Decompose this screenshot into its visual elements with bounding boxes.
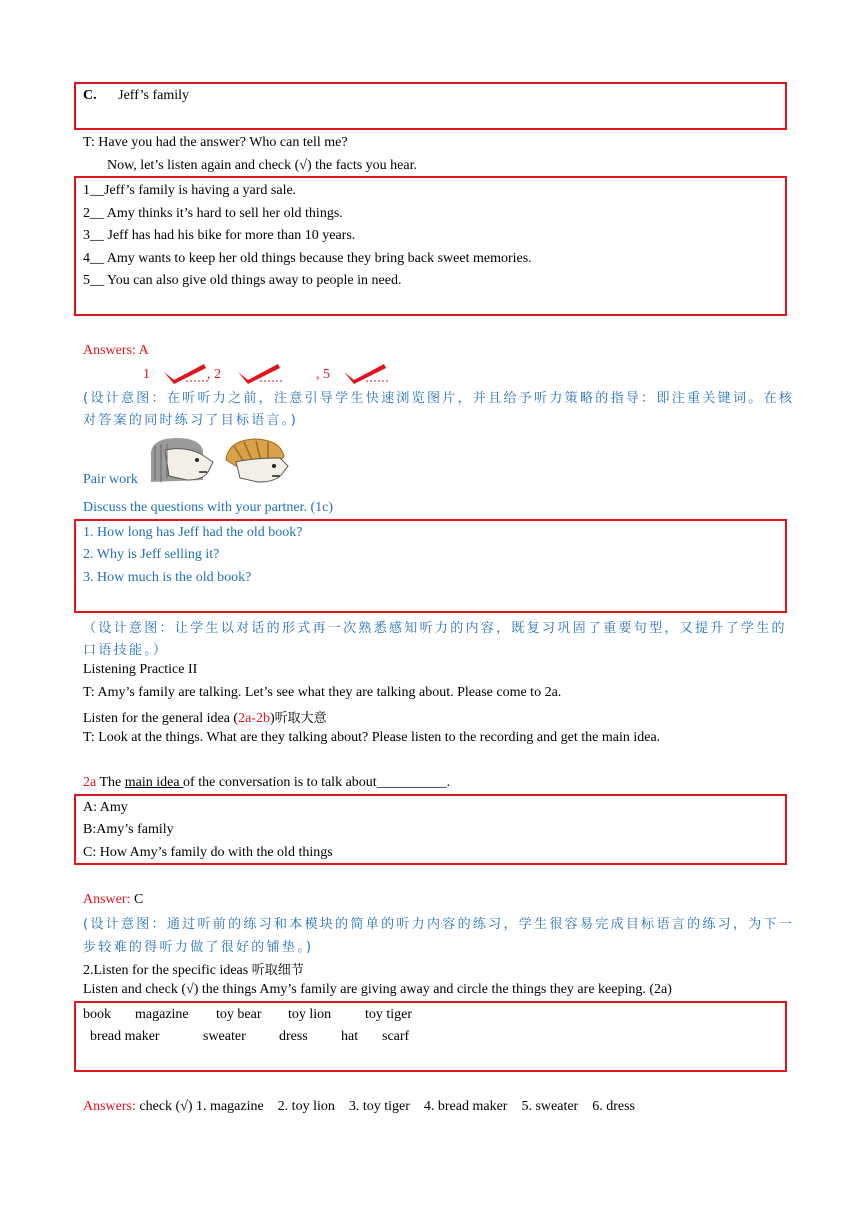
- answers-2a-label: Answers:: [83, 1099, 136, 1114]
- teacher-line-1: T: Have you had the answer? Who can tell me?: [83, 135, 348, 150]
- option-item: B:Amy’s family: [83, 822, 174, 837]
- thing-item: scarf: [382, 1029, 410, 1044]
- general-idea-pre: Listen for the general idea (: [83, 711, 239, 726]
- general-idea-cn: 听取大意: [274, 711, 327, 726]
- thing-item: dress: [279, 1029, 308, 1044]
- answer-2a-label: Answer:: [83, 892, 134, 907]
- check-mark-icon: [340, 360, 392, 384]
- section-c-title: Jeff’s family: [118, 88, 190, 103]
- thing-item: book: [83, 1007, 111, 1022]
- design-intent-note: 步较难的得听力做了很好的铺垫。): [83, 940, 314, 955]
- thing-item: bread maker: [90, 1029, 160, 1044]
- thing-item: toy bear: [216, 1007, 262, 1022]
- listen-check-instruction: Listen and check (√) the things Amy’s family are giving away and circle the things they are keeping. (2a): [83, 982, 672, 997]
- question-item: 1. How long has Jeff had the old book?: [83, 525, 303, 540]
- design-intent-note: 口语技能。）: [83, 643, 169, 658]
- boy-face-icon: [222, 436, 294, 486]
- teacher-line: T: Amy’s family are talking. Let’s see what they are talking about. Please come to 2a.: [83, 685, 562, 700]
- question-2a: [83, 775, 450, 791]
- fact-item: 3__ Jeff has had his bike for more than 10 years.: [83, 228, 356, 243]
- general-idea-post: ): [269, 711, 275, 726]
- question-2a-number: 2a: [83, 775, 97, 790]
- question-item: 3. How much is the old book?: [83, 570, 252, 585]
- check-mark-icon: [234, 360, 286, 384]
- general-idea-line: [83, 707, 327, 727]
- question-2a-post: of the conversation is to talk about: [183, 775, 377, 790]
- thing-item: toy lion: [288, 1007, 332, 1022]
- answer-2a: [83, 892, 143, 908]
- design-intent-note: (设计意图：通过听前的练习和本模块的简单的听力内容的练习，学生很容易完成目标语言的练习，为下一: [83, 917, 795, 932]
- teacher-line: T: Look at the things. What are they talking about? Please listen to the recording and get the main idea.: [83, 730, 661, 745]
- question-2a-pre: The: [96, 775, 125, 790]
- answer-2a-value: C: [133, 892, 144, 907]
- discuss-instruction: Discuss the questions with your partner. (1c): [83, 500, 334, 515]
- design-intent-note: （设计意图：让学生以对话的形式再一次熟悉感知听力的内容，既复习巩固了重要句型，又提升了学生的: [83, 621, 787, 636]
- fact-item: 1__Jeff’s family is having a yard sale.: [83, 183, 297, 198]
- question-item: 2. Why is Jeff selling it?: [83, 547, 220, 562]
- thing-item: sweater: [203, 1029, 246, 1044]
- specific-ideas-heading: [83, 959, 304, 979]
- answer-number: 1: [143, 367, 150, 382]
- fact-item: 2__ Amy thinks it’s hard to sell her old things.: [83, 206, 343, 221]
- answer-number: , 5: [316, 367, 330, 382]
- answers-label: Answers: A: [83, 343, 149, 358]
- section-c-letter: C.: [83, 88, 97, 103]
- thing-item: magazine: [135, 1007, 189, 1022]
- pair-work-label: Pair work: [83, 472, 138, 487]
- general-idea-ref: 2a-2b: [238, 711, 270, 726]
- specific-ideas-en: 2.Listen for the specific ideas: [83, 963, 252, 978]
- girl-face-icon: [147, 436, 219, 486]
- answers-2a-text: check (√) 1. magazine 2. toy lion 3. toy tiger 4. bread maker 5. sweater 6. dress: [135, 1099, 635, 1114]
- answer-number: , 2: [207, 367, 221, 382]
- question-2a-end: .: [446, 775, 451, 790]
- design-intent-note: (设计意图：在听听力之前，注意引导学生快速浏览图片，并且给予听力策略的指导：即注重关键词。在核: [83, 391, 795, 406]
- teacher-line-2: Now, let’s listen again and check (√) the facts you hear.: [107, 158, 418, 173]
- option-item: C: How Amy’s family do with the old things: [83, 845, 333, 860]
- section-c-heading: [83, 88, 189, 104]
- specific-ideas-cn: 听取细节: [251, 963, 304, 978]
- thing-item: toy tiger: [365, 1007, 413, 1022]
- answers-2a-check: [83, 1099, 635, 1115]
- fact-item: 5__ You can also give old things away to people in need.: [83, 273, 402, 288]
- thing-item: hat: [341, 1029, 359, 1044]
- question-2a-blank: __________: [376, 775, 447, 790]
- option-item: A: Amy: [83, 800, 128, 815]
- question-2a-main-idea: main idea: [124, 775, 184, 790]
- design-intent-note: 对答案的同时练习了目标语言。): [83, 413, 299, 428]
- fact-item: 4__ Amy wants to keep her old things because they bring back sweet memories.: [83, 251, 532, 266]
- listening-practice-heading: Listening Practice II: [83, 662, 198, 677]
- check-mark-icon: [160, 360, 212, 384]
